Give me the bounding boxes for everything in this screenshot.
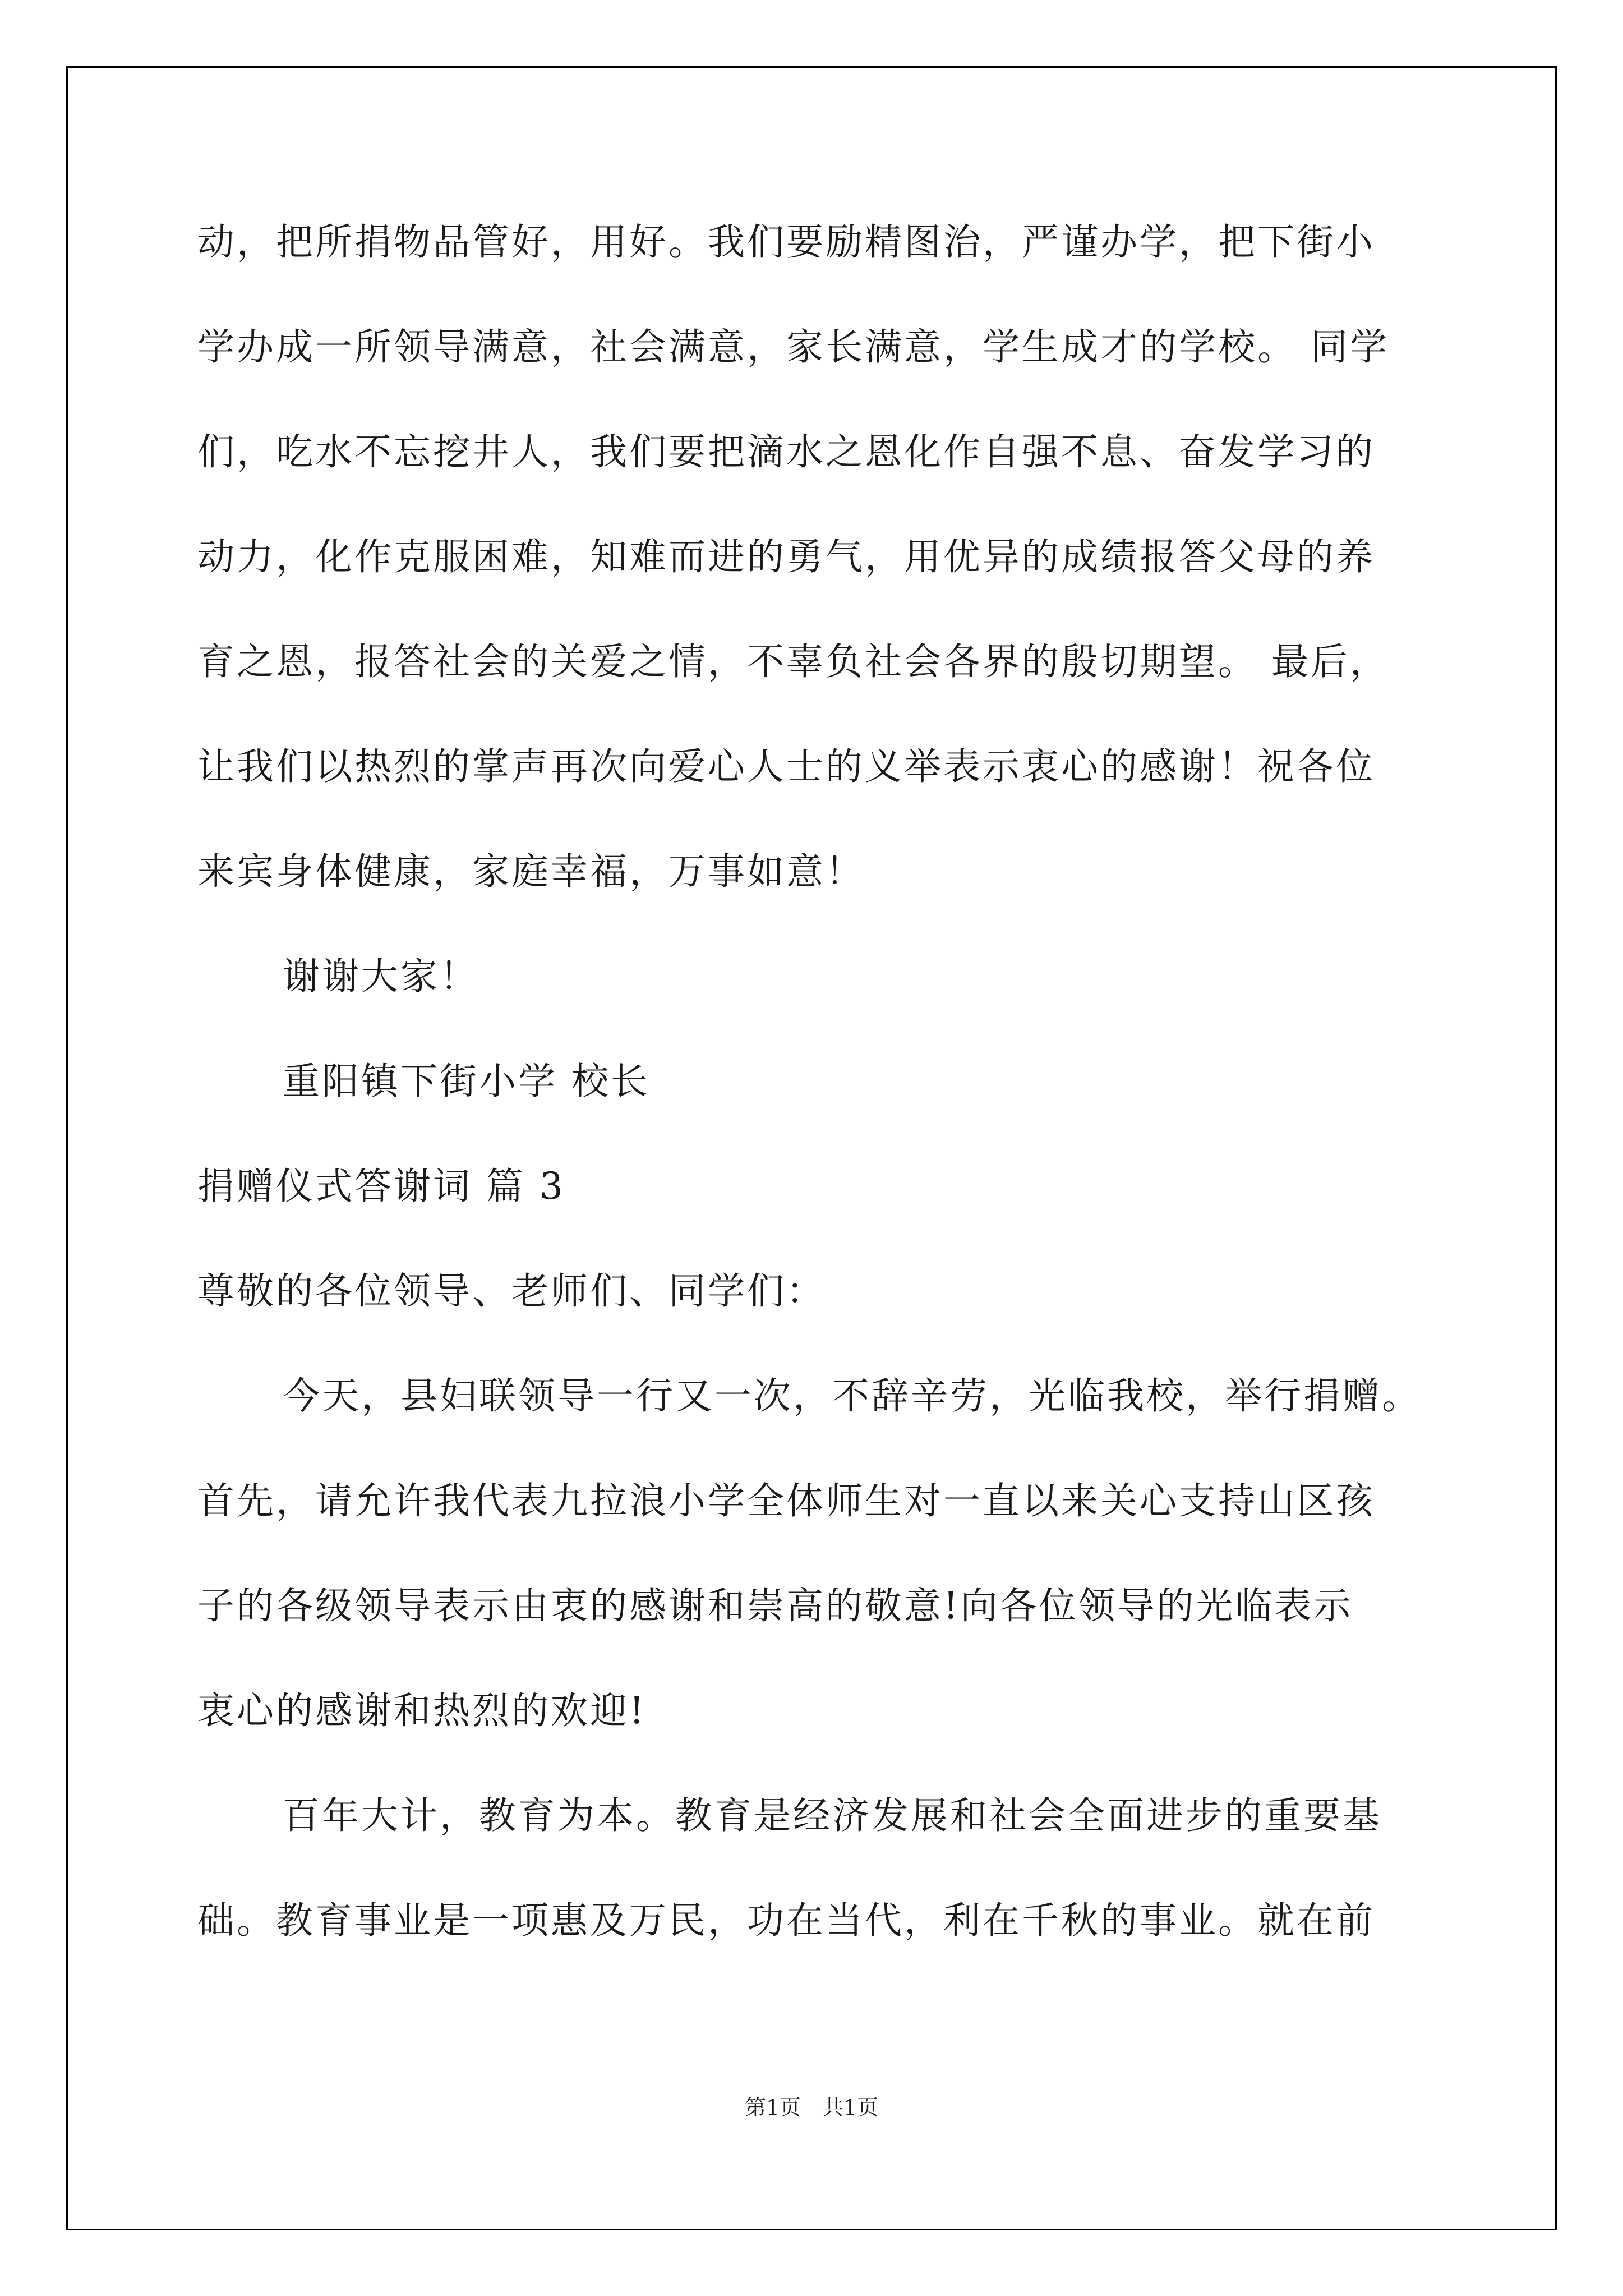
text-line: 子的各级领导表示由衷的感谢和崇高的敬意!向各位领导的光临表示 [197, 1584, 1353, 1627]
text-line: 百年大计，教育为本。教育是经济发展和社会全面进步的重要基 [283, 1794, 1382, 1837]
text-line: 首先，请允许我代表九拉浪小学全体师生对一直以来关心支持山区孩 [197, 1479, 1375, 1522]
text-line: 础。教育事业是一项惠及万民，功在当代，利在千秋的事业。就在前 [197, 1899, 1375, 1942]
page-number-footer: 第1页 共1页 [744, 2095, 879, 2120]
text-line: 动，把所捐物品管好，用好。我们要励精图治，严谨办学，把下街小 [197, 220, 1375, 264]
section-heading: 捐赠仪式答谢词 篇 3 [197, 1165, 565, 1208]
text-line: 动力，化作克服困难，知难而进的勇气，用优异的成绩报答父母的养 [197, 535, 1375, 578]
text-line: 来宾身体健康，家庭幸福，万事如意！ [197, 850, 865, 893]
text-line: 今天，县妇联领导一行又一次，不辞辛劳，光临我校，举行捐赠。 [283, 1374, 1421, 1418]
salutation: 尊敬的各位领导、老师们、同学们： [197, 1269, 826, 1313]
text-line: 让我们以热烈的掌声再次向爱心人士的义举表示衷心的感谢！祝各位 [197, 745, 1375, 788]
text-line: 们，吃水不忘挖井人，我们要把滴水之恩化作自强不息、奋发学习的 [197, 430, 1375, 473]
text-line: 谢谢大家！ [283, 955, 479, 998]
text-line: 衷心的感谢和热烈的欢迎! [197, 1689, 647, 1732]
signature-line: 重阳镇下街小学 校长 [283, 1060, 650, 1103]
document-body [197, 209, 1426, 1992]
text-line: 育之恩，报答社会的关爱之情，不辜负社会各界的殷切期望。 最后， [197, 640, 1389, 683]
text-line: 学办成一所领导满意，社会满意，家长满意，学生成才的学校。 同学 [197, 325, 1389, 369]
